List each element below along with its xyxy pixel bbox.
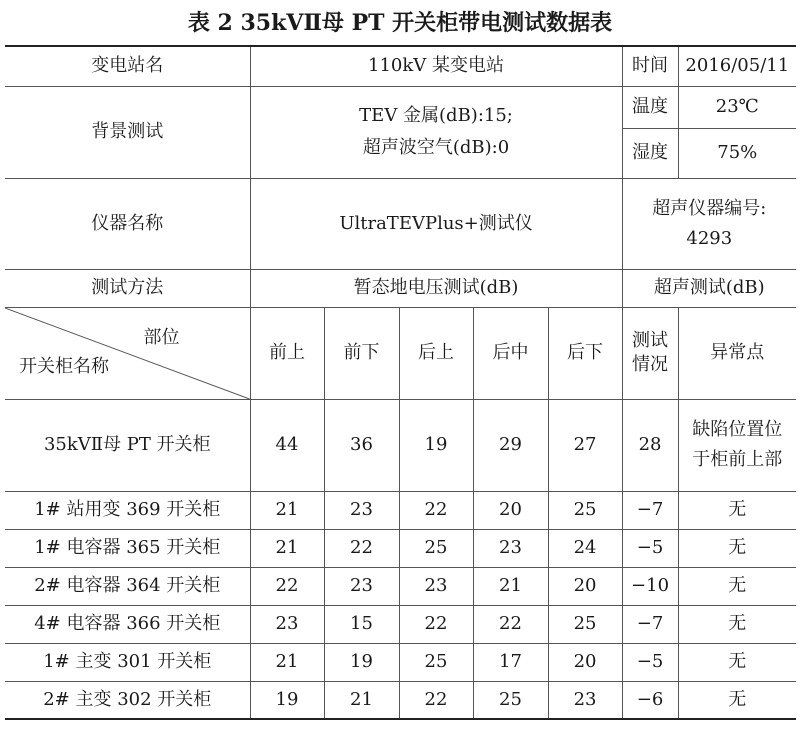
ultra-instrument-no [622, 178, 796, 269]
pt-test-table [5, 45, 796, 720]
instrument-value: UltraTEVPlus+测试仪 [250, 178, 622, 269]
ultra-method: 超声测试(dB) [622, 269, 796, 307]
value-cell: 21 [250, 529, 324, 567]
background-label: 背景测试 [5, 86, 250, 178]
value-cell: 17 [473, 643, 548, 681]
col-abnormal-point: 异常点 [678, 307, 796, 399]
temp-value: 23℃ [678, 86, 796, 128]
abnormal-value: 无 [678, 491, 796, 529]
ultra-no-value: 4293 [686, 227, 733, 249]
diag-cabinet-label: 开关柜名称 [19, 355, 109, 377]
table-row [5, 529, 796, 567]
col-test-status [622, 307, 678, 399]
value-cell: 19 [250, 681, 324, 719]
temp-label: 温度 [622, 86, 678, 128]
value-cell: 25 [399, 643, 473, 681]
abnormal-value: 无 [678, 567, 796, 605]
diagonal-line [5, 308, 250, 399]
col-rear-middle: 后中 [473, 307, 548, 399]
value-cell: 22 [399, 605, 473, 643]
column-header-row [5, 307, 796, 399]
table-row [5, 491, 796, 529]
method-label: 测试方法 [5, 269, 250, 307]
col-rear-bottom: 后下 [548, 307, 622, 399]
col-front-top: 前上 [250, 307, 324, 399]
value-cell: 23 [250, 605, 324, 643]
station-row [5, 46, 796, 86]
value-cell: 19 [399, 399, 473, 491]
cabinet-name: 1# 主变 301 开关柜 [5, 643, 250, 681]
value-cell: 27 [548, 399, 622, 491]
value-cell: 22 [399, 491, 473, 529]
test-value: −5 [622, 529, 678, 567]
test-value: −5 [622, 643, 678, 681]
time-label: 时间 [622, 46, 678, 86]
diagonal-header-cell [5, 307, 250, 399]
station-label: 变电站名 [5, 46, 250, 86]
test-label-2: 情况 [632, 354, 669, 375]
instrument-row [5, 178, 796, 269]
station-value: 110kV 某变电站 [250, 46, 622, 86]
value-cell: 21 [473, 567, 548, 605]
value-cell: 23 [324, 567, 399, 605]
humidity-label: 湿度 [622, 128, 678, 178]
table-row [5, 399, 796, 491]
value-cell: 23 [324, 491, 399, 529]
value-cell: 36 [324, 399, 399, 491]
value-cell: 25 [399, 529, 473, 567]
instrument-label: 仪器名称 [5, 178, 250, 269]
cabinet-name: 1# 电容器 365 开关柜 [5, 529, 250, 567]
col-front-bottom: 前下 [324, 307, 399, 399]
value-cell: 44 [250, 399, 324, 491]
test-value: −6 [622, 681, 678, 719]
table-row [5, 605, 796, 643]
test-label-1: 测试 [632, 330, 669, 351]
cabinet-name: 1# 站用变 369 开关柜 [5, 491, 250, 529]
tev-method: 暂态地电压测试(dB) [250, 269, 622, 307]
cabinet-name: 2# 电容器 364 开关柜 [5, 567, 250, 605]
ultra-no-label: 超声仪器编号: [652, 197, 767, 219]
abnormal-value: 无 [678, 605, 796, 643]
abnormal-value: 无 [678, 681, 796, 719]
abnormal-value: 无 [678, 643, 796, 681]
col-rear-top: 后上 [399, 307, 473, 399]
value-cell: 22 [473, 605, 548, 643]
abnormal-value: 无 [678, 529, 796, 567]
value-cell: 20 [473, 491, 548, 529]
bg-ultra-value: 超声波空气(dB):0 [362, 137, 510, 158]
bg-tev-value: TEV 金属(dB):15; [359, 105, 513, 126]
value-cell: 22 [399, 681, 473, 719]
abnormal-line-1: 缺陷位置位 [692, 419, 783, 440]
value-cell: 24 [548, 529, 622, 567]
test-value: −7 [622, 491, 678, 529]
test-value: 28 [622, 399, 678, 491]
cabinet-name: 35kVⅡ母 PT 开关柜 [5, 399, 250, 491]
value-cell: 19 [324, 643, 399, 681]
value-cell: 21 [250, 643, 324, 681]
value-cell: 23 [399, 567, 473, 605]
cabinet-name: 4# 电容器 366 开关柜 [5, 605, 250, 643]
time-value: 2016/05/11 [678, 46, 796, 86]
humidity-value: 75% [678, 128, 796, 178]
table-title: 表 2 35kVⅡ母 PT 开关柜带电测试数据表 [187, 10, 613, 36]
value-cell: 29 [473, 399, 548, 491]
table-row [5, 643, 796, 681]
value-cell: 20 [548, 643, 622, 681]
table-row [5, 681, 796, 719]
value-cell: 21 [324, 681, 399, 719]
value-cell: 25 [548, 605, 622, 643]
test-value: −10 [622, 567, 678, 605]
abnormal-line-2: 于柜前上部 [692, 449, 783, 470]
value-cell: 21 [250, 491, 324, 529]
value-cell: 20 [548, 567, 622, 605]
value-cell: 22 [324, 529, 399, 567]
diag-position-label: 部位 [143, 326, 180, 348]
value-cell: 15 [324, 605, 399, 643]
background-value [250, 86, 622, 178]
value-cell: 25 [473, 681, 548, 719]
value-cell: 23 [548, 681, 622, 719]
background-row [5, 86, 796, 128]
value-cell: 22 [250, 567, 324, 605]
value-cell: 23 [473, 529, 548, 567]
abnormal-value [678, 399, 796, 491]
value-cell: 25 [548, 491, 622, 529]
method-row [5, 269, 796, 307]
test-value: −7 [622, 605, 678, 643]
table-row [5, 567, 796, 605]
cabinet-name: 2# 主变 302 开关柜 [5, 681, 250, 719]
